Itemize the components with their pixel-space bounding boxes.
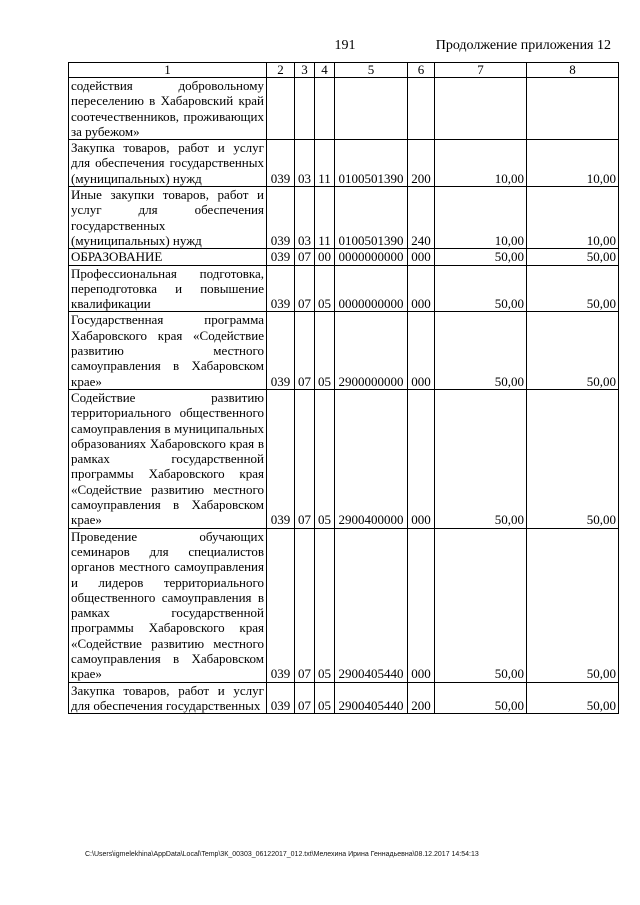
cell-target-article: 0000000000 bbox=[335, 249, 408, 265]
cell-expense-type: 000 bbox=[408, 528, 435, 682]
column-header: 8 bbox=[527, 63, 619, 78]
cell-expense-type: 240 bbox=[408, 187, 435, 249]
file-path-footer: C:\Users\igmelekhina\AppData\Local\Temp\3К_00303_06122017_012.txt\Мелехина Ирина Геннадьевна\08.12.2017 14:54:13 bbox=[85, 851, 479, 858]
column-header: 7 bbox=[435, 63, 527, 78]
table-row bbox=[69, 249, 619, 265]
cell-subsection: 11 bbox=[315, 187, 335, 249]
cell-expense-type bbox=[408, 78, 435, 140]
cell-amount-2: 10,00 bbox=[527, 140, 619, 187]
row-name: Закупка товаров, работ и услуг для обеспечения государственных (муниципальных) нужд bbox=[69, 140, 267, 187]
cell-ministry: 039 bbox=[267, 389, 295, 528]
cell-section: 07 bbox=[295, 528, 315, 682]
cell-expense-type: 000 bbox=[408, 249, 435, 265]
cell-amount-1: 10,00 bbox=[435, 187, 527, 249]
cell-amount-1: 10,00 bbox=[435, 140, 527, 187]
table-row bbox=[69, 682, 619, 714]
column-header: 5 bbox=[335, 63, 408, 78]
table-row bbox=[69, 389, 619, 528]
cell-section: 07 bbox=[295, 389, 315, 528]
cell-target-article: 0100501390 bbox=[335, 140, 408, 187]
column-header: 6 bbox=[408, 63, 435, 78]
cell-subsection bbox=[315, 78, 335, 140]
cell-ministry: 039 bbox=[267, 682, 295, 714]
cell-amount-2: 50,00 bbox=[527, 682, 619, 714]
row-name: Профессиональная подготовка, переподготовка и повышение квалификации bbox=[69, 265, 267, 312]
cell-section bbox=[295, 78, 315, 140]
cell-subsection: 05 bbox=[315, 312, 335, 389]
cell-target-article: 2900000000 bbox=[335, 312, 408, 389]
row-name: ОБРАЗОВАНИЕ bbox=[69, 249, 267, 265]
column-header-row bbox=[69, 63, 619, 78]
cell-amount-1: 50,00 bbox=[435, 249, 527, 265]
cell-amount-2 bbox=[527, 78, 619, 140]
cell-ministry: 039 bbox=[267, 187, 295, 249]
cell-ministry: 039 bbox=[267, 249, 295, 265]
table-row bbox=[69, 528, 619, 682]
table-row bbox=[69, 187, 619, 249]
cell-target-article: 2900400000 bbox=[335, 389, 408, 528]
cell-amount-1: 50,00 bbox=[435, 528, 527, 682]
column-header: 1 bbox=[69, 63, 267, 78]
row-name: Закупка товаров, работ и услуг для обеспечения государственных bbox=[69, 682, 267, 714]
cell-expense-type: 000 bbox=[408, 265, 435, 312]
cell-section: 03 bbox=[295, 140, 315, 187]
cell-target-article: 2900405440 bbox=[335, 528, 408, 682]
cell-subsection: 05 bbox=[315, 389, 335, 528]
cell-subsection: 00 bbox=[315, 249, 335, 265]
cell-amount-1: 50,00 bbox=[435, 389, 527, 528]
cell-amount-2: 10,00 bbox=[527, 187, 619, 249]
cell-ministry: 039 bbox=[267, 528, 295, 682]
cell-amount-2: 50,00 bbox=[527, 389, 619, 528]
row-name: Проведение обучающих семинаров для специалистов органов местного самоуправления и лидеров территориального общественного самоуправления в рамках государственной программы Хабаровского края «Содействие развитию местного самоуправления в Хабаровском крае» bbox=[69, 528, 267, 682]
cell-amount-2: 50,00 bbox=[527, 312, 619, 389]
cell-amount-1: 50,00 bbox=[435, 682, 527, 714]
page-number: 191 bbox=[334, 38, 356, 53]
row-name: Содействие развитию территориального общественного самоуправления в муниципальных образованиях Хабаровского края в рамках государственной программы Хабаровского края «Содействие развитию местного самоуправления в Хабаровском крае» bbox=[69, 389, 267, 528]
row-name: Государственная программа Хабаровского края «Содействие развитию местного самоуправления в Хабаровском крае» bbox=[69, 312, 267, 389]
cell-section: 03 bbox=[295, 187, 315, 249]
cell-ministry: 039 bbox=[267, 312, 295, 389]
column-header: 2 bbox=[267, 63, 295, 78]
cell-amount-1: 50,00 bbox=[435, 312, 527, 389]
cell-subsection: 11 bbox=[315, 140, 335, 187]
table-row bbox=[69, 265, 619, 312]
cell-subsection: 05 bbox=[315, 265, 335, 312]
cell-ministry: 039 bbox=[267, 140, 295, 187]
cell-expense-type: 200 bbox=[408, 682, 435, 714]
cell-expense-type: 200 bbox=[408, 140, 435, 187]
cell-ministry: 039 bbox=[267, 265, 295, 312]
row-name: содействия добровольному переселению в Хабаровский край соотечественников, проживающих за рубежом» bbox=[69, 78, 267, 140]
column-header: 3 bbox=[295, 63, 315, 78]
table-row bbox=[69, 140, 619, 187]
cell-amount-2: 50,00 bbox=[527, 265, 619, 312]
cell-subsection: 05 bbox=[315, 682, 335, 714]
cell-amount-1 bbox=[435, 78, 527, 140]
table-row bbox=[69, 78, 619, 140]
cell-subsection: 05 bbox=[315, 528, 335, 682]
budget-table bbox=[68, 62, 619, 714]
cell-target-article: 2900405440 bbox=[335, 682, 408, 714]
table-row bbox=[69, 312, 619, 389]
cell-section: 07 bbox=[295, 265, 315, 312]
continuation-note: Продолжение приложения 12 bbox=[435, 38, 611, 53]
cell-target-article: 0000000000 bbox=[335, 265, 408, 312]
cell-amount-2: 50,00 bbox=[527, 249, 619, 265]
cell-section: 07 bbox=[295, 249, 315, 265]
cell-amount-1: 50,00 bbox=[435, 265, 527, 312]
column-header: 4 bbox=[315, 63, 335, 78]
cell-section: 07 bbox=[295, 312, 315, 389]
cell-ministry bbox=[267, 78, 295, 140]
cell-target-article: 0100501390 bbox=[335, 187, 408, 249]
cell-expense-type: 000 bbox=[408, 312, 435, 389]
cell-expense-type: 000 bbox=[408, 389, 435, 528]
cell-amount-2: 50,00 bbox=[527, 528, 619, 682]
cell-target-article bbox=[335, 78, 408, 140]
row-name: Иные закупки товаров, работ и услуг для обеспечения государственных (муниципальных) нужд bbox=[69, 187, 267, 249]
cell-section: 07 bbox=[295, 682, 315, 714]
